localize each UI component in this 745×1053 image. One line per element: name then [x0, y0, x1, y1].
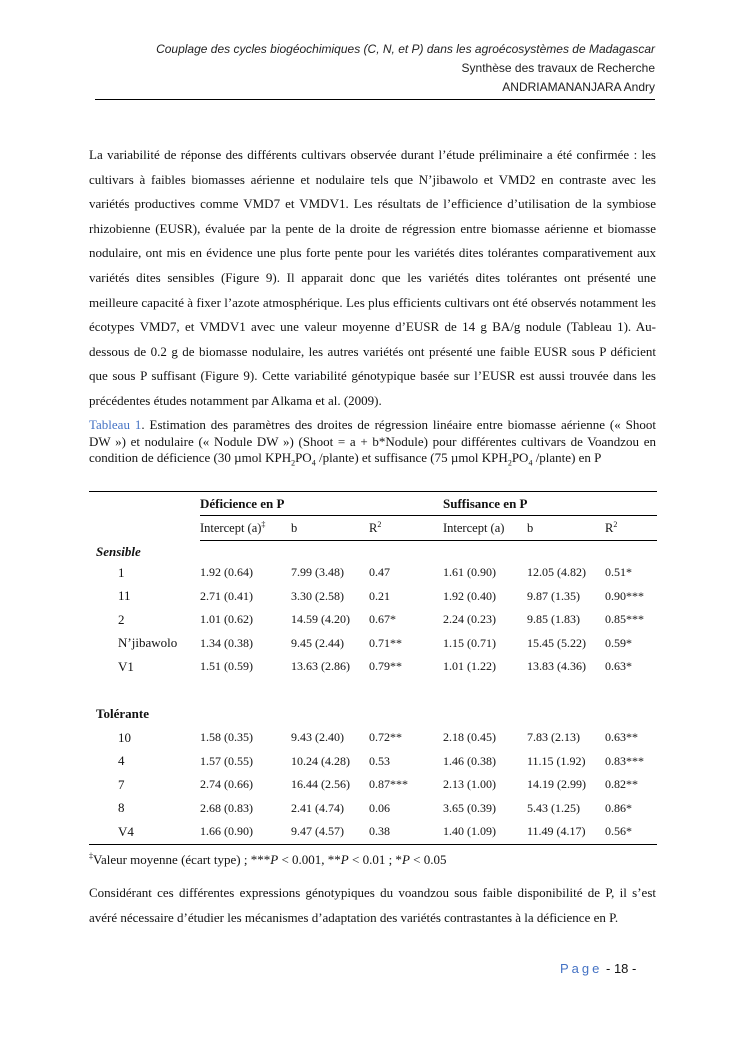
- cell-a1: 2.74 (0.66): [200, 777, 253, 792]
- page-value: - 18 -: [606, 961, 637, 976]
- cell-r1: 0.53: [369, 753, 390, 768]
- cell-name: V1: [118, 658, 134, 674]
- table-caption: Tableau 1. Estimation des paramètres des droites de régression linéaire entre biomasse aérienne (« Shoot DW ») et nodulaire (« Nodule DW ») (Shoot = a + b*Nodule) pour différentes cultivars de Voandzou en condition de déficience (30 µmol $KPH_2PO_4$ /plante) et suffisance (75 µmol $KPH_2PO_4$ /plante) en P: [89, 417, 656, 468]
- cell-b1: 16.44 (2.56): [291, 777, 350, 792]
- cell-b2: 11.49 (4.17): [527, 820, 605, 844]
- cell-b2: 11.15 (1.92): [527, 753, 586, 768]
- header-author: ANDRIAMANANJARA Andry: [502, 80, 655, 94]
- cell-a1: 1.01 (0.62): [200, 612, 253, 627]
- table-column-header: [89, 516, 657, 541]
- cell-b2: 14.19 (2.99): [527, 777, 586, 792]
- group-label-sensible: Sensible: [96, 544, 141, 559]
- cell-r2: 0.63**: [605, 730, 638, 745]
- cell-name: N’jibawolo: [118, 635, 178, 651]
- cell-b2: 5.43 (1.25): [527, 800, 580, 815]
- cell-a1: 1.66 (0.90): [200, 820, 291, 844]
- cell-a2: 2.18 (0.45): [443, 730, 496, 745]
- cell-a2: 1.92 (0.40): [443, 588, 496, 603]
- header-title: Couplage des cycles biogéochimiques (C, N, et P) dans les agroécosystèmes de Madagascar: [156, 42, 655, 56]
- cell-r2: 0.86*: [605, 800, 632, 815]
- cell-name: 10: [118, 729, 131, 745]
- cell-name: 7: [118, 776, 125, 792]
- cell-a2: 1.15 (0.71): [443, 635, 496, 650]
- cell-b2: 7.83 (2.13): [527, 730, 580, 745]
- cell-b1: 2.41 (4.74): [291, 800, 344, 815]
- cell-b1: 9.43 (2.40): [291, 730, 344, 745]
- page-header: [95, 40, 655, 97]
- page-word: Page: [560, 961, 603, 976]
- col-r2-2: $R^2$: [605, 516, 657, 541]
- col-intercept-2: Intercept (a): [443, 516, 527, 541]
- cell-b1: 13.63 (2.86): [291, 659, 350, 674]
- cell-a1: 1.92 (0.64): [200, 565, 253, 580]
- cell-a1: 1.58 (0.35): [200, 730, 253, 745]
- cell-a2: 1.61 (0.90): [443, 565, 496, 580]
- table-row: [89, 773, 657, 797]
- cell-r1: 0.06: [369, 800, 390, 815]
- page-number: [560, 961, 636, 976]
- cell-b2: 13.83 (4.36): [527, 659, 586, 674]
- table-footnote: ‡Valeur moyenne (écart type) ; ***P < 0.001, **P < 0.01 ; *P < 0.05: [89, 851, 447, 867]
- cell-r2: 0.85***: [605, 612, 644, 627]
- col-intercept: Intercept (a)‡: [200, 516, 291, 541]
- cell-a2: 1.46 (0.38): [443, 753, 496, 768]
- cell-b1: 9.45 (2.44): [291, 635, 344, 650]
- cell-r2: 0.51*: [605, 565, 632, 580]
- group-deficience: Déficience en P: [200, 492, 443, 516]
- cell-b1: 14.59 (4.20): [291, 612, 350, 627]
- regression-table: [89, 491, 657, 845]
- cell-a1: 2.71 (0.41): [200, 588, 253, 603]
- cell-name: V4: [89, 820, 200, 844]
- cell-a2: 3.65 (0.39): [443, 800, 496, 815]
- group-label-tolerante: Tolérante: [96, 706, 149, 722]
- cell-b2: 9.87 (1.35): [527, 588, 580, 603]
- cell-r2: 0.56*: [605, 820, 657, 844]
- table-row: [89, 726, 657, 750]
- table-caption-label: Tableau 1: [89, 417, 142, 432]
- cell-a1: 1.51 (0.59): [200, 659, 253, 674]
- cell-r2: 0.82**: [605, 777, 638, 792]
- col-r2: $R^2$: [369, 516, 443, 541]
- cell-a2: 1.40 (1.09): [443, 820, 527, 844]
- cell-a2: 2.24 (0.23): [443, 612, 496, 627]
- table-group-header: [89, 492, 657, 516]
- cell-r1: 0.72**: [369, 730, 402, 745]
- cell-a1: 2.68 (0.83): [200, 800, 253, 815]
- table-spacer: [89, 679, 657, 703]
- cell-b1: 3.30 (2.58): [291, 588, 344, 603]
- cell-r1: 0.47: [369, 565, 390, 580]
- cell-r2: 0.90***: [605, 588, 644, 603]
- cell-r1: 0.38: [369, 820, 443, 844]
- col-b: b: [291, 516, 369, 541]
- body-paragraph-1: La variabilité de réponse des différents cultivars observée durant l’étude préliminaire a été confirmée : les cultivars à faibles biomasses aérienne et nodulaire tels que N’jibawolo et VMD2 en contraste avec les variétés productives comme VMD7 et VMDV1. Les résultats de l’efficience d’utilisation de la symbiose rhizobienne (EUSR), évaluée par la pente de la droite de régression entre biomasse aérienne et biomasse nodulaire, ont mis en évidence une plus forte pente pour les variétés dites tolérantes comparativement aux variétés dites sensibles (Figure 9). Il apparait donc que les variétés dites tolérantes ont présenté une meilleure capacité à fixer l’azote atmosphérique. Les plus efficients cultivars ont été observés notamment les écotypes VMD7, et VMDV1 avec une valeur moyenne d’EUSR de 14 g BA/g nodule (Tableau 1). Au-dessous de 0.2 g de biomasse nodulaire, les autres variétés ont présenté une faible EUSR sous P déficient que sous P suffisant (Figure 9). Cette variabilité génotypique basée sur l’EUSR est aussi trouvée dans les précédentes études notamment par Alkama et al. (2009).: [89, 147, 656, 408]
- cell-name: 2: [118, 611, 125, 627]
- cell-r2: 0.83***: [605, 753, 644, 768]
- cell-a1: 1.34 (0.38): [200, 635, 253, 650]
- cell-a1: 1.57 (0.55): [200, 753, 253, 768]
- cell-r1: 0.71**: [369, 635, 402, 650]
- cell-b1: 10.24 (4.28): [291, 753, 350, 768]
- cell-b2: 9.85 (1.83): [527, 612, 580, 627]
- cell-b2: 12.05 (4.82): [527, 565, 586, 580]
- body-paragraph-2: Considérant ces différentes expressions génotypiques du voandzou sous faible disponibilité de P, il s’est avéré nécessaire d’étudier les mécanismes d’adaptation des variétés contrastantes à la déficience en P.: [89, 885, 656, 925]
- cell-r1: 0.67*: [369, 612, 396, 627]
- cell-r2: 0.63*: [605, 659, 632, 674]
- table-row: [89, 655, 657, 679]
- col-b-2: b: [527, 516, 605, 541]
- cell-name: 4: [118, 753, 125, 769]
- cell-name: 11: [118, 588, 131, 604]
- header-rule: [95, 99, 655, 100]
- cell-name: 1: [118, 564, 125, 580]
- cell-b1: 7.99 (3.48): [291, 565, 344, 580]
- group-suffisance: Suffisance en P: [443, 492, 657, 516]
- table-row: [89, 820, 657, 844]
- table-group-row: [89, 541, 657, 562]
- header-subtitle: Synthèse des travaux de Recherche: [461, 61, 655, 75]
- cell-r1: 0.79**: [369, 659, 402, 674]
- cell-b1: 9.47 (4.57): [291, 820, 369, 844]
- table-row: [89, 585, 657, 609]
- cell-name: 8: [118, 800, 125, 816]
- cell-r2: 0.59*: [605, 635, 632, 650]
- table-row: [89, 750, 657, 774]
- cell-r1: 0.21: [369, 588, 390, 603]
- cell-a2: 2.13 (1.00): [443, 777, 496, 792]
- table-row: [89, 608, 657, 632]
- cell-r1: 0.87***: [369, 777, 408, 792]
- table-row: [89, 632, 657, 656]
- table-row: [89, 797, 657, 821]
- table-group-row: [89, 703, 657, 727]
- cell-b2: 15.45 (5.22): [527, 635, 586, 650]
- cell-a2: 1.01 (1.22): [443, 659, 496, 674]
- table-row: [89, 561, 657, 585]
